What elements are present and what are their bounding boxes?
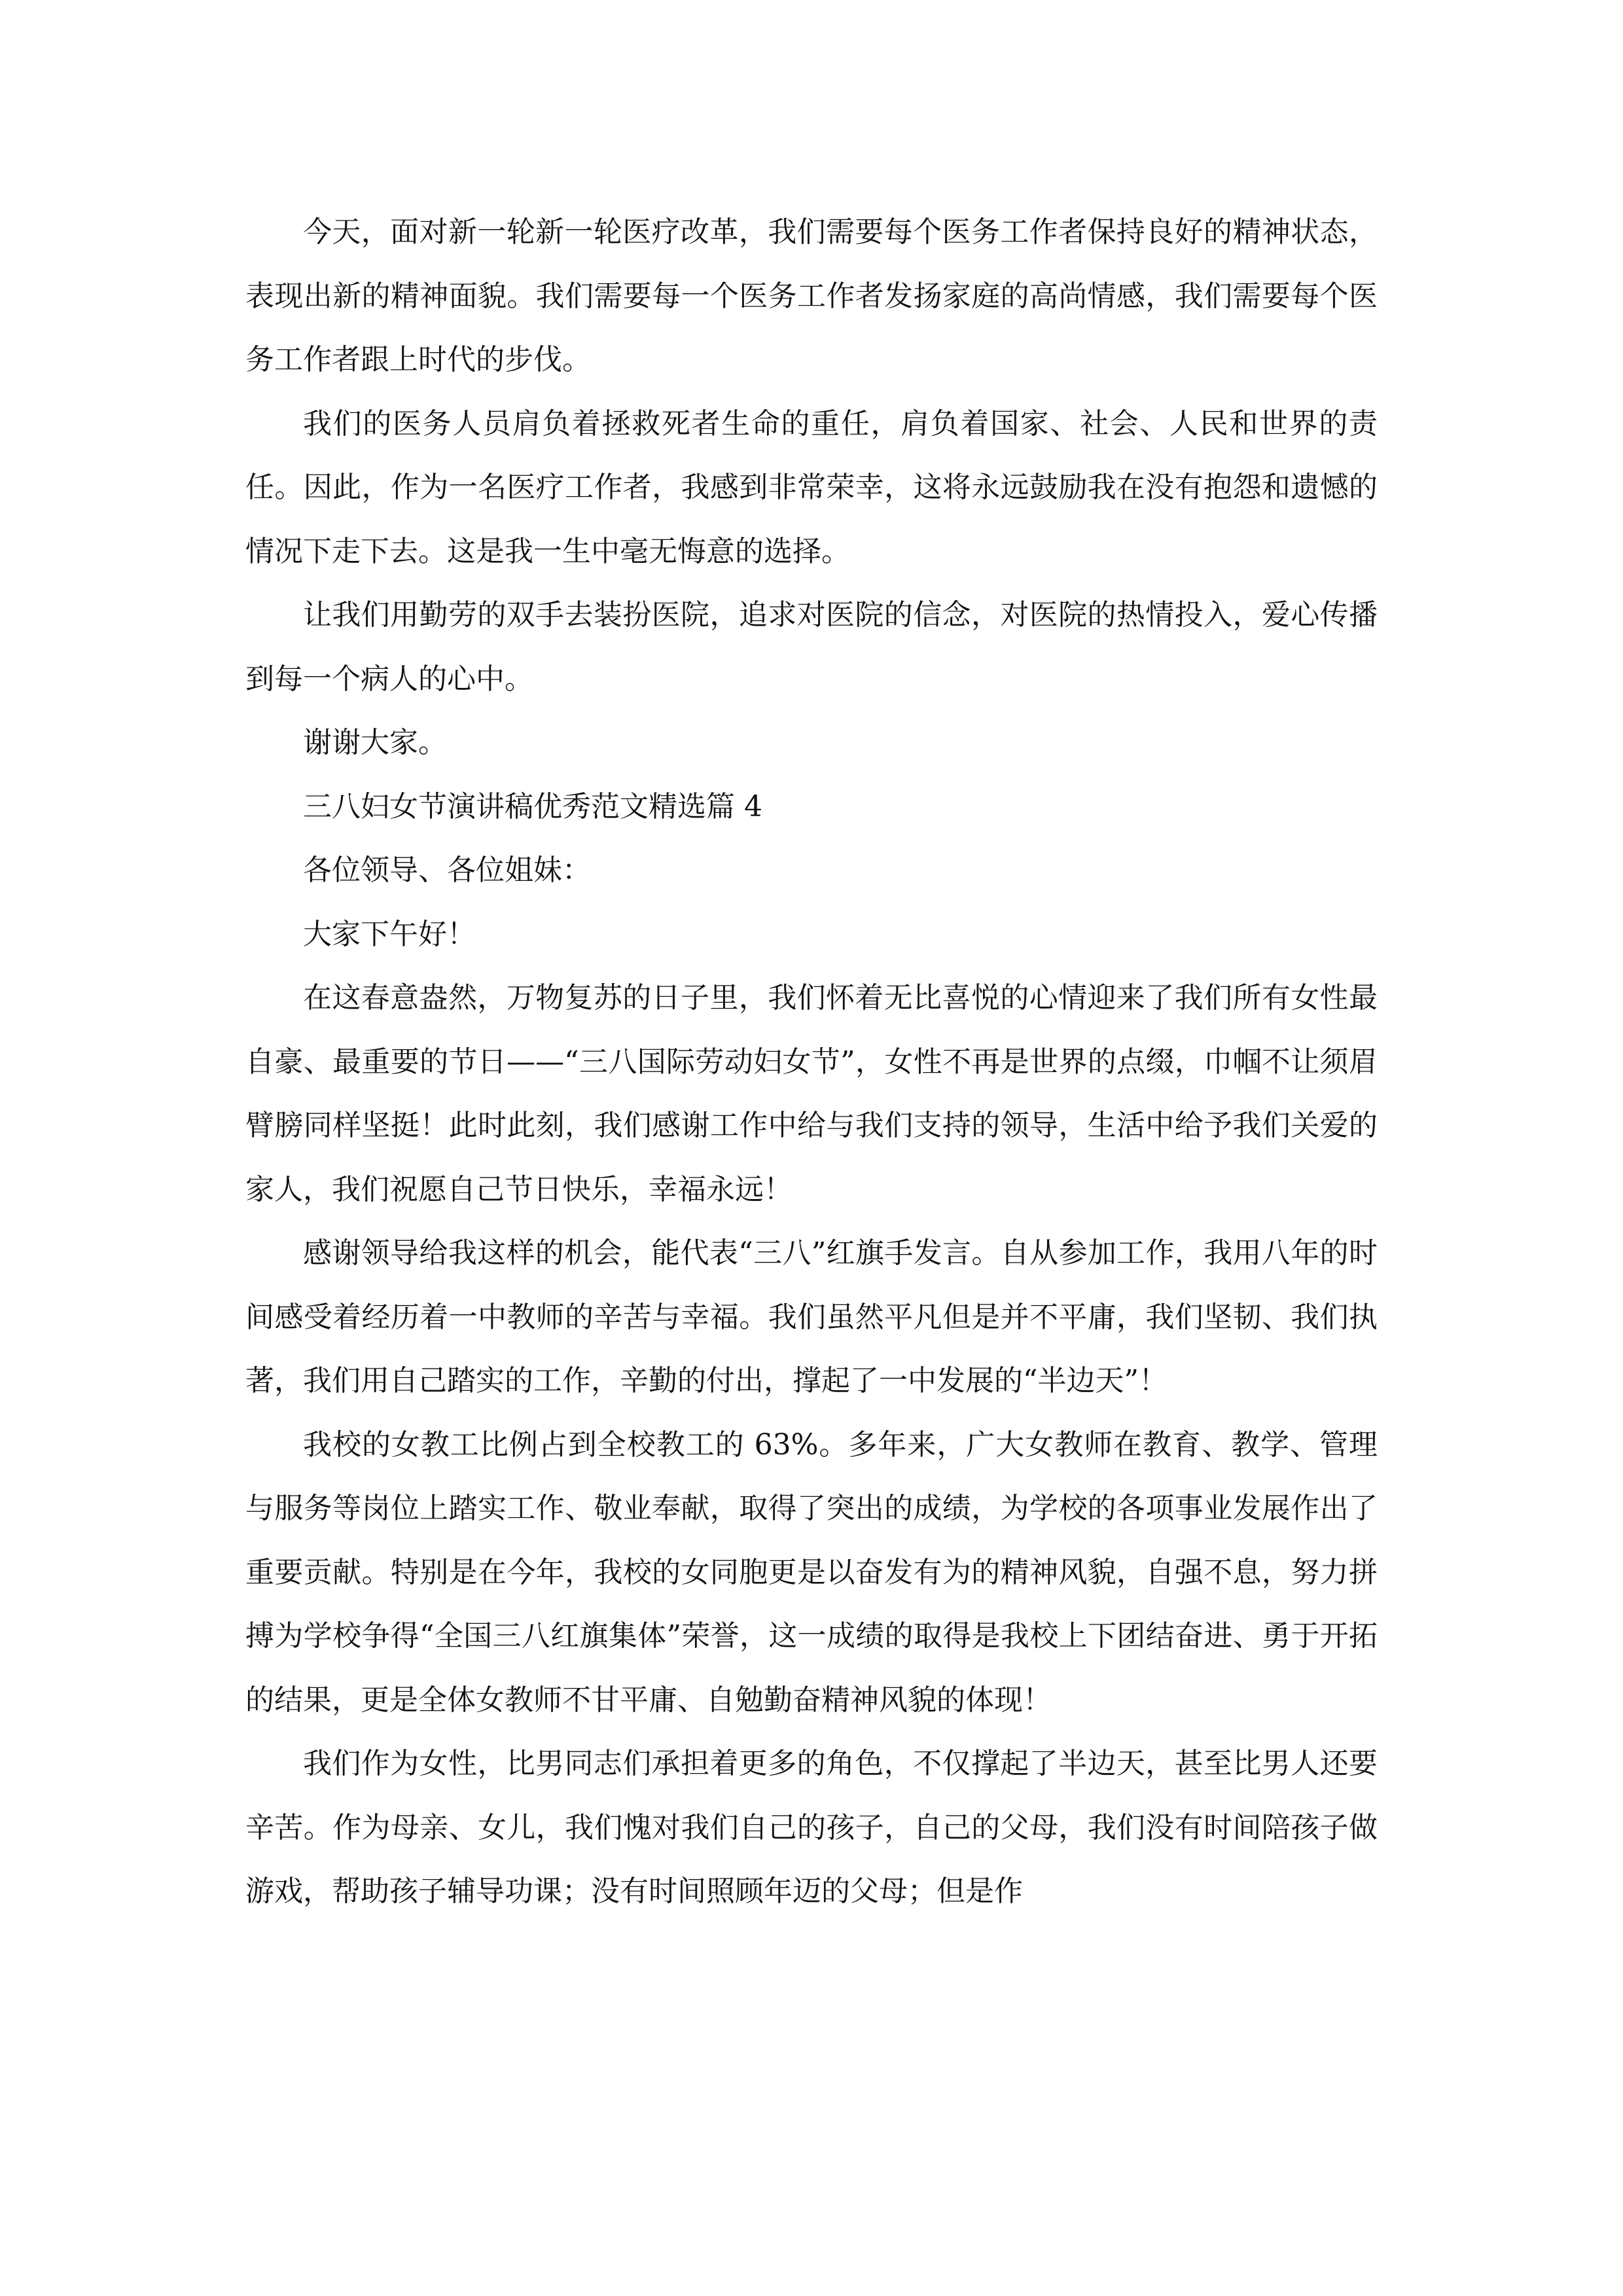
document-body	[245, 200, 1378, 1924]
greeting: 大家下午好！	[303, 917, 476, 951]
section-heading: 三八妇女节演讲稿优秀范文精选篇 4	[303, 789, 762, 823]
paragraph: 让我们用勤劳的双手去装扮医院，追求对医院的信念，对医院的热情投入，爱心传播到每一个病人的心中。	[245, 598, 1378, 696]
paragraph: 感谢领导给我这样的机会，能代表“三八”红旗手发言。自从参加工作，我用八年的时间感受着经历着一中教师的辛苦与幸福。我们虽然平凡但是并不平庸，我们坚韧、我们执著，我们用自己踏实的工作，辛勤的付出，撑起了一中发展的“半边天”！	[245, 1236, 1378, 1397]
paragraph: 今天，面对新一轮新一轮医疗改革，我们需要每个医务工作者保持良好的精神状态，表现出新的精神面貌。我们需要每一个医务工作者发扬家庭的高尚情感，我们需要每个医务工作者跟上时代的步伐。	[245, 215, 1378, 376]
paragraph: 我们作为女性，比男同志们承担着更多的角色，不仅撑起了半边天，甚至比男人还要辛苦。作为母亲、女儿，我们愧对我们自己的孩子，自己的父母，我们没有时间陪孩子做游戏，帮助孩子辅导功课；没有时间照顾年迈的父母；但是作	[245, 1747, 1378, 1908]
paragraph: 谢谢大家。	[303, 726, 447, 759]
paragraph: 我校的女教工比例占到全校教工的 63%。多年来，广大女教师在教育、教学、管理与服务等岗位上踏实工作、敬业奉献，取得了突出的成绩，为学校的各项事业发展作出了重要贡献。特别是在今年，我校的女同胞更是以奋发有为的精神风貌，自强不息，努力拼搏为学校争得“全国三八红旗集体”荣誉，这一成绩的取得是我校上下团结奋进、勇于开拓的结果，更是全体女教师不甘平庸、自勉勤奋精神风貌的体现！	[245, 1427, 1378, 1717]
paragraph: 我们的医务人员肩负着拯救死者生命的重任，肩负着国家、社会、人民和世界的责任。因此，作为一名医疗工作者，我感到非常荣幸，这将永远鼓励我在没有抱怨和遗憾的情况下走下去。这是我一生中毫无悔意的选择。	[245, 406, 1378, 568]
salutation: 各位领导、各位姐妹：	[303, 853, 591, 887]
paragraph: 在这春意盎然，万物复苏的日子里，我们怀着无比喜悦的心情迎来了我们所有女性最自豪、最重要的节日——“三八国际劳动妇女节”，女性不再是世界的点缀，巾帼不让须眉臂膀同样坚挺！此时此刻，我们感谢工作中给与我们支持的领导，生活中给予我们关爱的家人，我们祝愿自己节日快乐，幸福永远！	[245, 981, 1378, 1206]
